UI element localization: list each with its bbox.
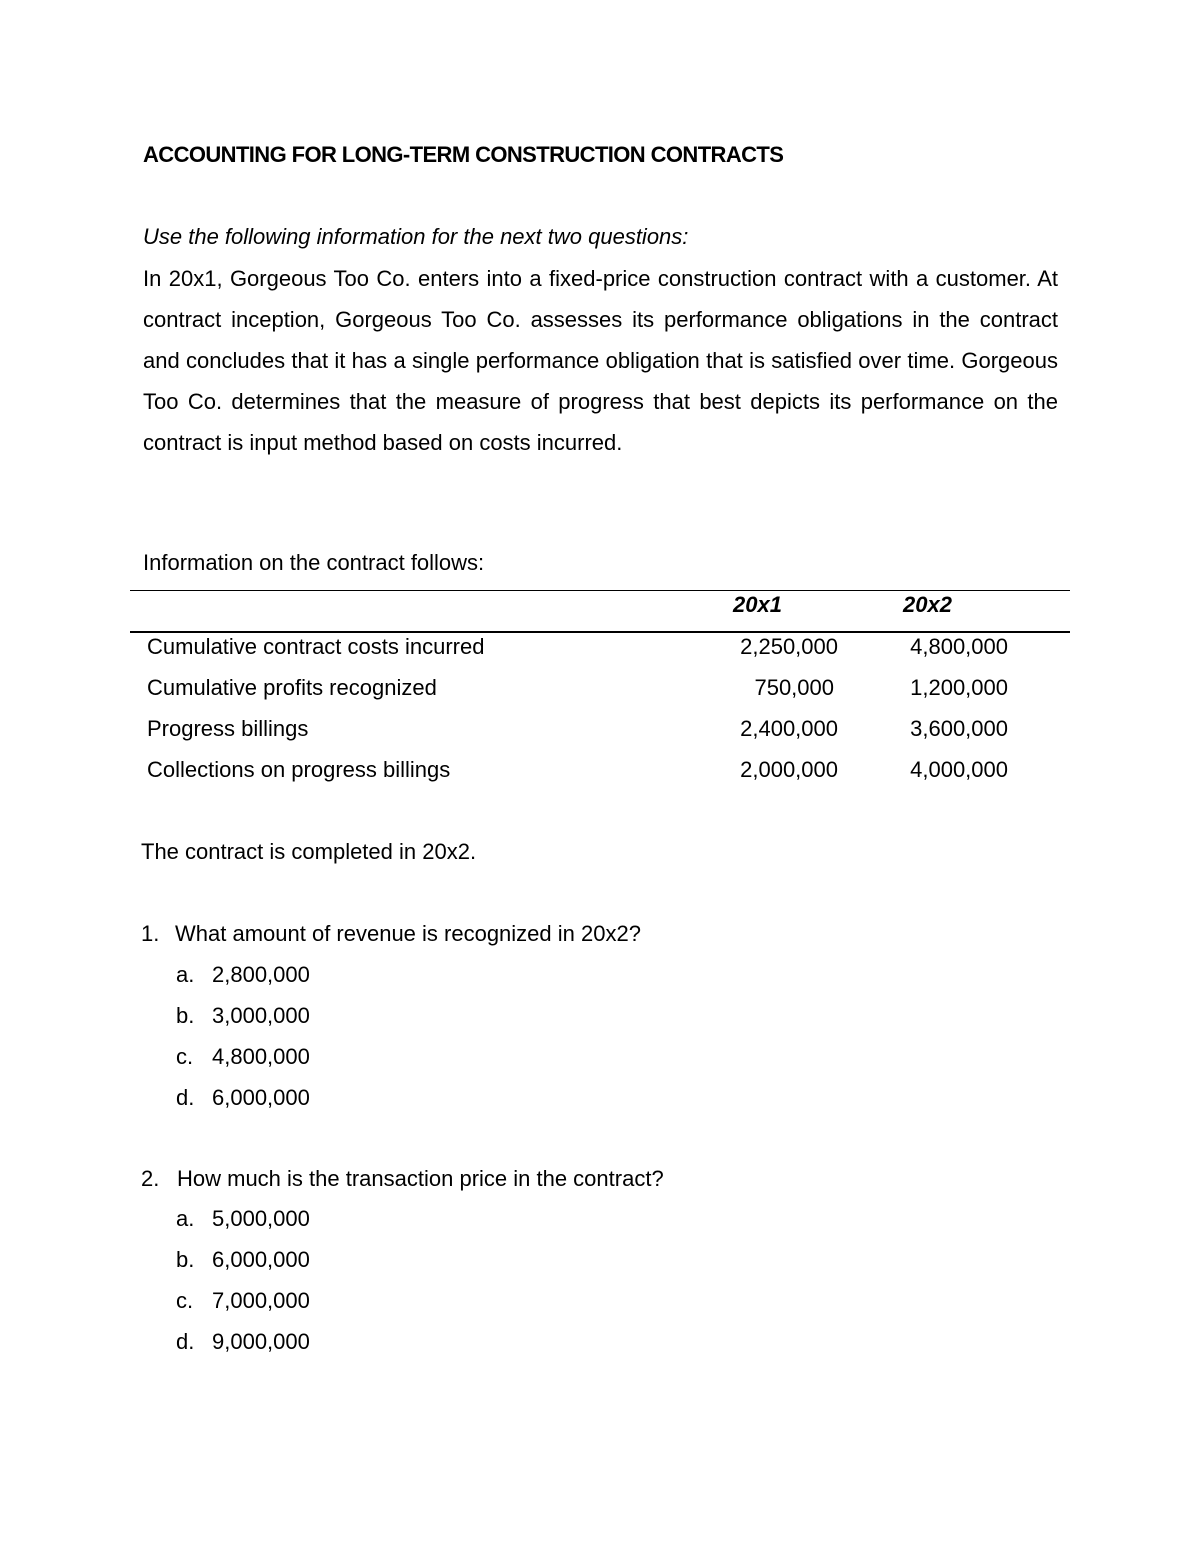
option-item bbox=[176, 1247, 310, 1273]
completion-note: The contract is completed in 20x2. bbox=[141, 839, 477, 864]
question-number: 1. bbox=[141, 921, 160, 946]
question-text: How much is the transaction price in the contract? bbox=[177, 1166, 664, 1191]
option-value: 7,000,000 bbox=[212, 1288, 310, 1313]
option-value: 6,000,000 bbox=[212, 1247, 310, 1272]
table-top-rule bbox=[130, 590, 1070, 591]
option-letter: c. bbox=[176, 1288, 194, 1313]
question-2 bbox=[141, 1166, 664, 1192]
option-letter: c. bbox=[176, 1044, 194, 1069]
option-value: 5,000,000 bbox=[212, 1206, 310, 1231]
option-value: 3,000,000 bbox=[212, 1003, 310, 1028]
option-item bbox=[176, 962, 310, 988]
option-value: 6,000,000 bbox=[212, 1085, 310, 1110]
page-title: ACCOUNTING FOR LONG-TERM CONSTRUCTION CONTRACTS bbox=[143, 142, 784, 167]
option-item bbox=[176, 1329, 310, 1355]
value-20x2: 4,800,000 bbox=[910, 634, 1008, 659]
table-caption: Information on the contract follows: bbox=[143, 550, 485, 575]
table-row bbox=[0, 757, 1200, 798]
option-letter: b. bbox=[176, 1247, 195, 1272]
question-text: What amount of revenue is recognized in 20x2? bbox=[175, 921, 641, 946]
value-20x1: 2,250,000 bbox=[740, 634, 838, 659]
table-row bbox=[0, 675, 1200, 716]
question-1 bbox=[141, 921, 641, 947]
option-value: 4,800,000 bbox=[212, 1044, 310, 1069]
option-value: 2,800,000 bbox=[212, 962, 310, 987]
contract-description: In 20x1, Gorgeous Too Co. enters into a fixed-price construction contract with a customer. At contract inception, Gorgeous Too Co. assesses its performance obligations in the contract and concludes that it has a single performance obligation that is satisfied over time. Gorgeous Too Co. determines that the measure of progress that best depicts its performance on the contract is input method based on costs incurred. bbox=[143, 266, 1058, 455]
option-item bbox=[176, 1085, 310, 1111]
value-20x2: 4,000,000 bbox=[910, 757, 1008, 782]
row-label: Collections on progress billings bbox=[147, 757, 451, 782]
table-header-rule bbox=[130, 631, 1070, 633]
question-number: 2. bbox=[141, 1166, 160, 1191]
option-letter: b. bbox=[176, 1003, 195, 1028]
row-label: Cumulative contract costs incurred bbox=[147, 634, 485, 659]
option-item bbox=[176, 1288, 310, 1314]
table-row bbox=[0, 716, 1200, 757]
value-20x1: 750,000 bbox=[754, 675, 834, 700]
column-header-20x1: 20x1 bbox=[733, 592, 782, 617]
option-letter: a. bbox=[176, 962, 195, 987]
option-letter: a. bbox=[176, 1206, 195, 1231]
row-label: Progress billings bbox=[147, 716, 309, 741]
option-letter: d. bbox=[176, 1085, 195, 1110]
option-value: 9,000,000 bbox=[212, 1329, 310, 1354]
row-label: Cumulative profits recognized bbox=[147, 675, 437, 700]
value-20x2: 3,600,000 bbox=[910, 716, 1008, 741]
option-item bbox=[176, 1003, 310, 1029]
value-20x1: 2,000,000 bbox=[740, 757, 838, 782]
intro-instruction: Use the following information for the next two questions: bbox=[143, 224, 689, 249]
table-row bbox=[0, 634, 1200, 675]
option-item bbox=[176, 1044, 310, 1070]
column-header-20x2: 20x2 bbox=[903, 592, 952, 617]
value-20x1: 2,400,000 bbox=[740, 716, 838, 741]
value-20x2: 1,200,000 bbox=[910, 675, 1008, 700]
option-letter: d. bbox=[176, 1329, 195, 1354]
option-item bbox=[176, 1206, 310, 1232]
